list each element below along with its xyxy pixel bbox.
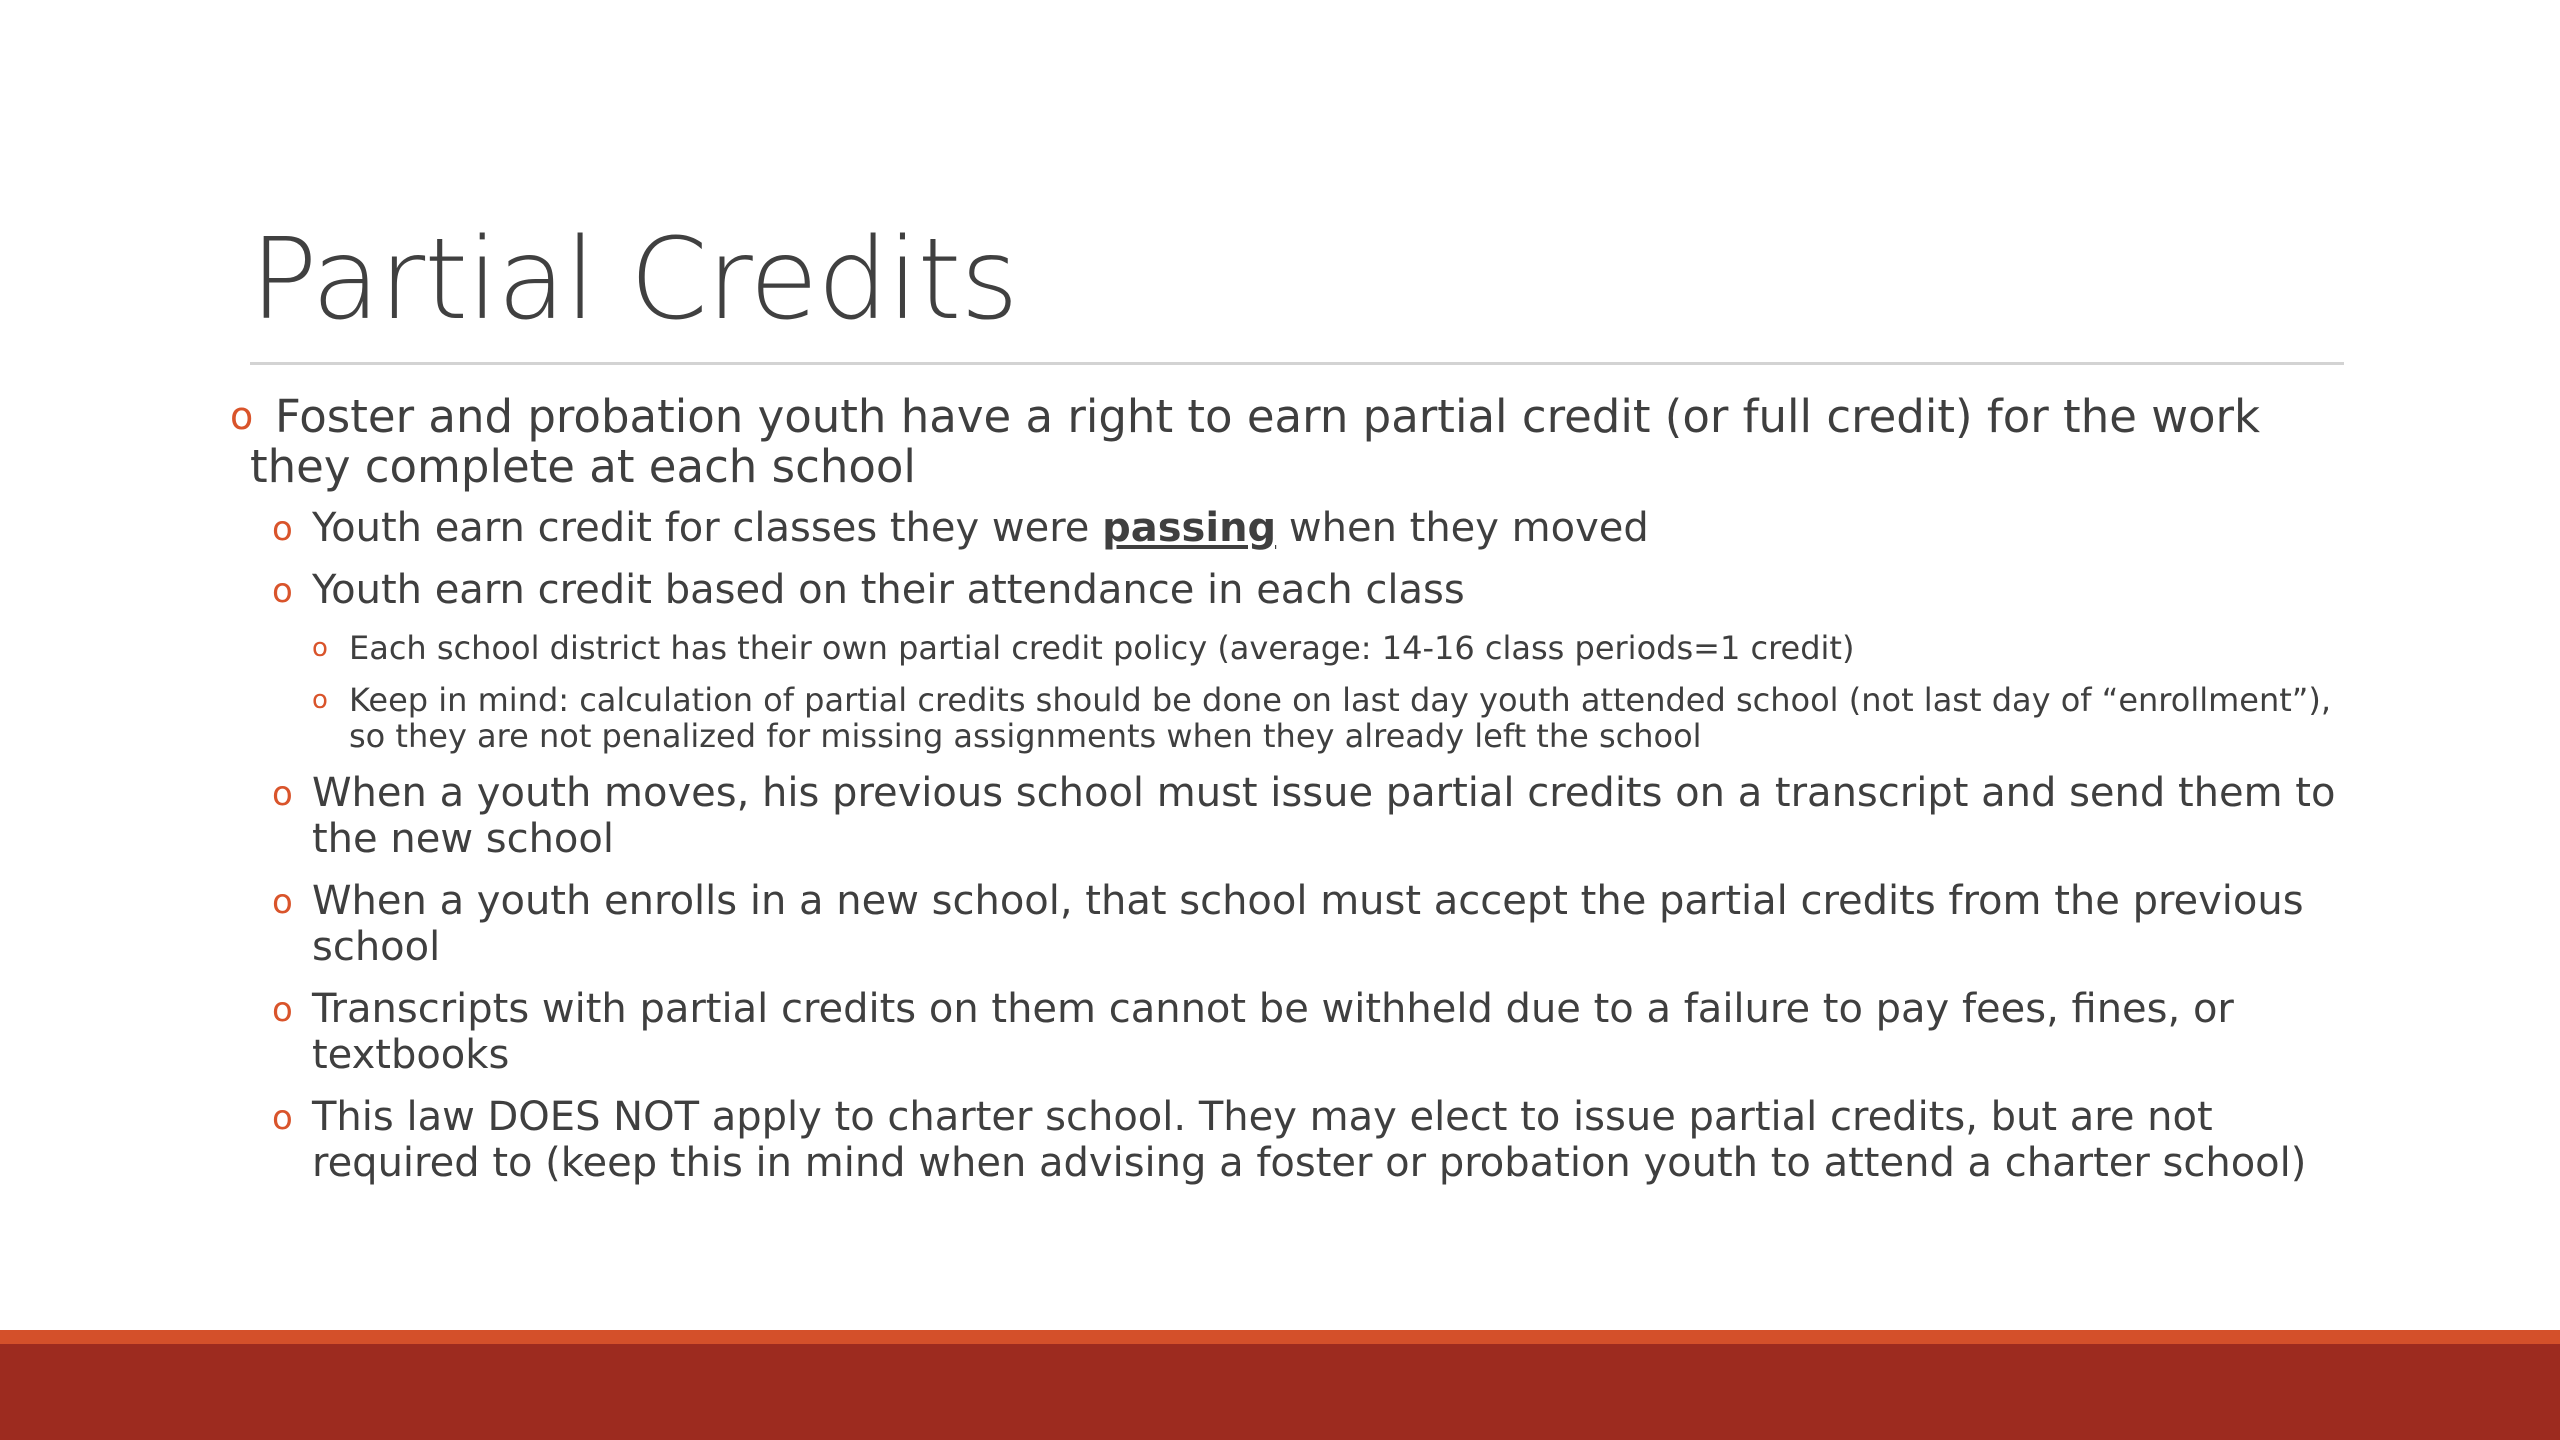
bullet-text: Foster and probation youth have a right to earn partial credit (or full credit) for the work they complete at each school: [250, 390, 2261, 493]
bullet-text: Youth earn credit based on their attendance in each class: [312, 567, 1465, 613]
bullet-text: Transcripts with partial credits on them cannot be withheld due to a failure to pay fees, fines, or textbooks: [312, 986, 2234, 1078]
footer-bar: [0, 1344, 2560, 1440]
bullet-circle-icon: o: [312, 633, 328, 663]
bullet-text: When a youth enrolls in a new school, that school must accept the partial credits from the previous school: [312, 878, 2304, 970]
bullet-circle-icon: o: [272, 1098, 293, 1138]
bullet-circle-icon: o: [272, 990, 293, 1030]
bullet-text: When a youth moves, his previous school must issue partial credits on a transcript and send them to the new school: [312, 770, 2336, 862]
bullet-text: This law DOES NOT apply to charter school. They may elect to issue partial credits, but are not required to (keep this in mind when advising a foster or probation youth to attend a charter school): [312, 1094, 2307, 1186]
bullet-circle-icon: o: [272, 774, 293, 814]
bullet-text-start: Youth earn credit for classes they were: [312, 505, 1103, 551]
bullet-circle-icon: o: [272, 571, 293, 611]
emphasis-passing: passing: [1102, 505, 1277, 551]
bullet-circle-icon: o: [230, 394, 254, 438]
title-divider: [250, 362, 2344, 365]
bullet-circle-icon: o: [272, 882, 293, 922]
bullet-text: Keep in mind: calculation of partial credits should be done on last day youth attended school (not last day of “enrollment”), so they are not penalized for missing assignments when they already left the school: [349, 681, 2332, 755]
bullet-text: Each school district has their own partial credit policy (average: 14-16 class periods=1 credit): [349, 629, 1855, 667]
footer-accent-stripe: [0, 1330, 2560, 1344]
slide-title: Partial Credits: [250, 215, 1018, 345]
bullet-text: [312, 505, 2352, 551]
bullet-circle-icon: o: [272, 509, 293, 549]
bullet-circle-icon: o: [312, 685, 328, 715]
bullet-text-end: when they moved: [1276, 505, 1649, 551]
